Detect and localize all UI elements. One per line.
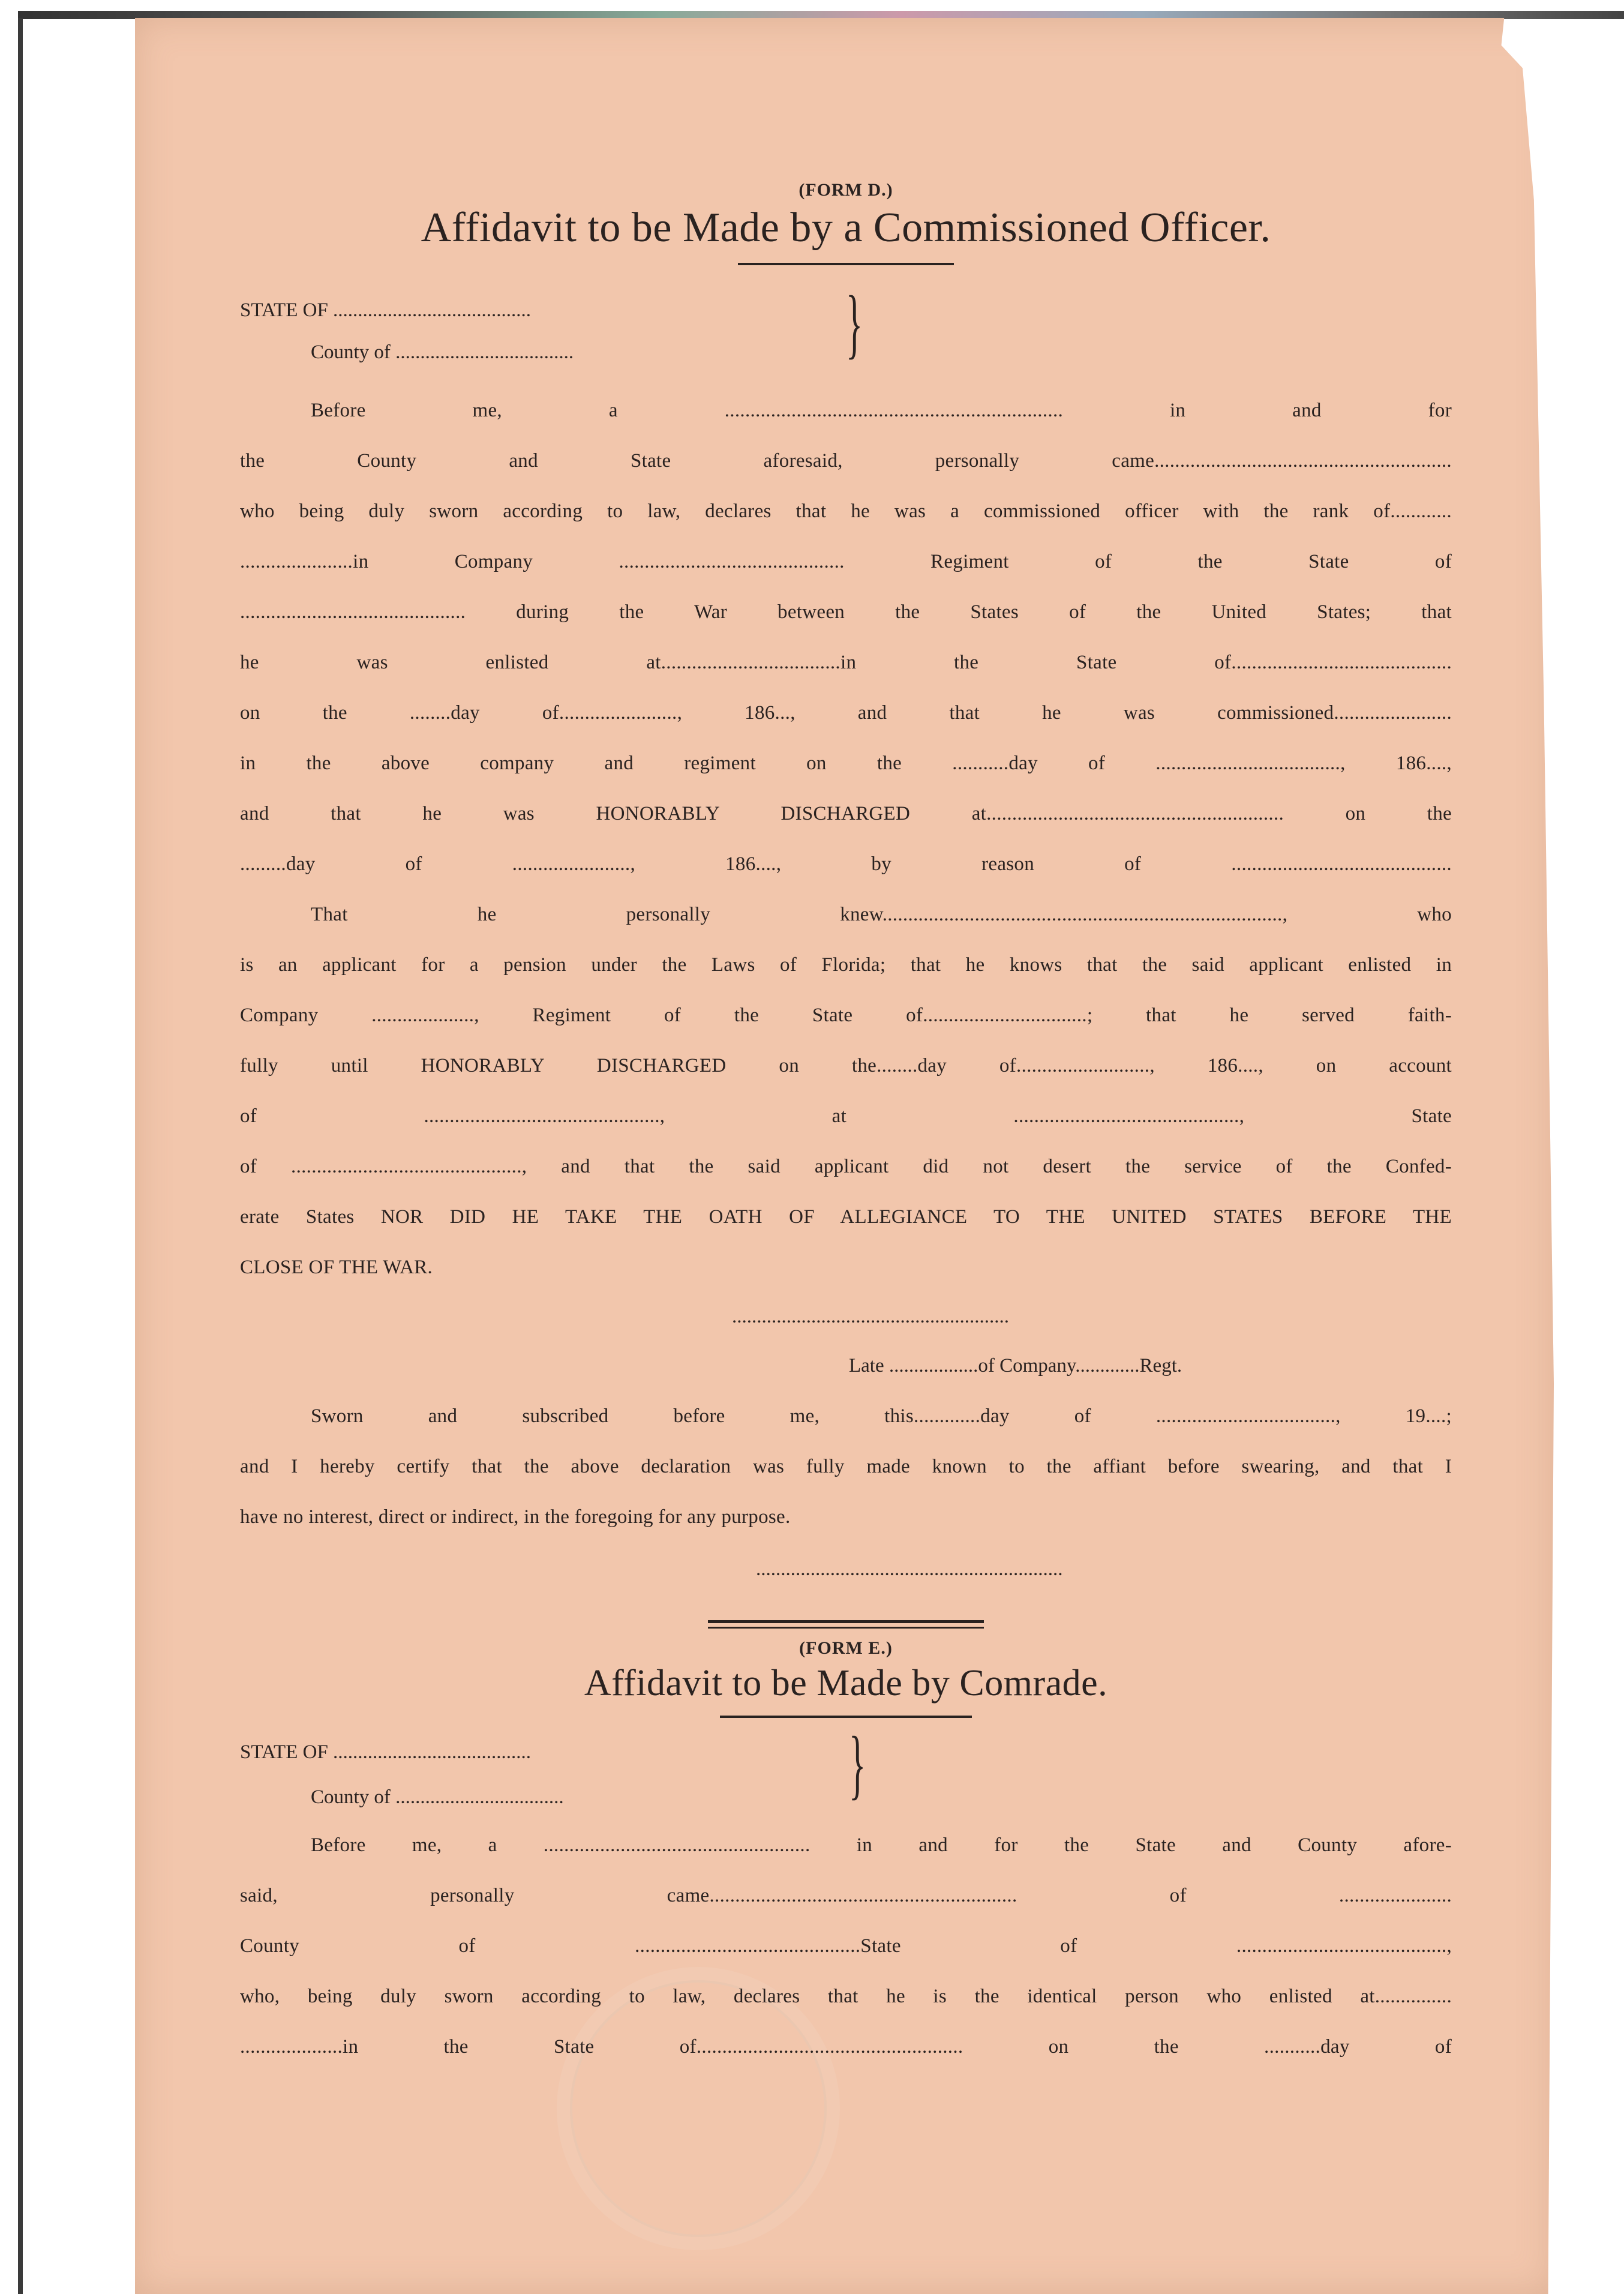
brace-glyph: } — [849, 1721, 866, 1807]
sworn-line[interactable]: Sworn and subscribed before me, this.............day of ..................................., 19....; — [311, 1405, 1452, 1427]
county-of-field[interactable]: County of .................................... — [311, 341, 574, 363]
form-line: is an applicant for a pension under the Laws of Florida; that he knows that the said applicant enlisted in — [240, 954, 1452, 976]
section-double-rule — [708, 1620, 984, 1629]
form-line[interactable]: Before me, a .................................................... in and for the State and County afore- — [311, 1834, 1452, 1856]
form-line: erate States NOR DID HE TAKE THE OATH OF ALLEGIANCE TO THE UNITED STATES BEFORE THE — [240, 1206, 1452, 1228]
form-line[interactable]: on the ........day of......................., 186..., and that he was commissioned....................... — [240, 702, 1452, 724]
state-county-block — [240, 1721, 1452, 1820]
form-e-tag: (FORM E.) — [799, 1638, 893, 1658]
form-line[interactable]: Before me, a .................................................................. in and for — [311, 400, 1452, 421]
late-of-company-line[interactable]: Late ..................of Company.............Regt. — [849, 1355, 1182, 1377]
document-body — [240, 180, 1452, 2072]
form-line[interactable]: the County and State aforesaid, personally came.......................................................... — [240, 450, 1452, 472]
sworn-line: have no interest, direct or indirect, in the foregoing for any purpose. — [240, 1506, 791, 1528]
form-line[interactable]: who being duly sworn according to law, declares that he was a commissioned officer with the rank of............ — [240, 500, 1452, 522]
affiant-signature-line[interactable]: ........................................................ — [732, 1306, 1009, 1327]
form-d-section — [240, 180, 1452, 1596]
form-line[interactable]: of ............................................., and that the said applicant did not desert the service of the Confed- — [240, 1156, 1452, 1177]
form-d-lines — [240, 385, 1452, 1293]
form-line[interactable]: said, personally came............................................................ of ...................... — [240, 1885, 1452, 1906]
officer-signature-line[interactable]: .............................................................. — [756, 1558, 1063, 1580]
form-d-tag: (FORM D.) — [799, 180, 893, 200]
state-of-field[interactable]: STATE OF ........................................ — [240, 1741, 532, 1763]
form-line[interactable]: ............................................ during the War between the States of the United States; that — [240, 601, 1452, 623]
form-line[interactable]: of .............................................., at ............................................, State — [240, 1105, 1452, 1127]
form-d-title: Affidavit to be Made by a Commissioned Officer. — [421, 205, 1271, 251]
sworn-line: and I hereby certify that the above declaration was fully made known to the affiant before swearing, and that I — [240, 1456, 1452, 1477]
form-line: CLOSE OF THE WAR. — [240, 1257, 433, 1278]
brace-glyph: } — [846, 280, 863, 367]
form-line[interactable]: fully until HONORABLY DISCHARGED on the........day of.........................., 186...., on account — [240, 1055, 1452, 1076]
form-line[interactable]: ....................in the State of.................................................... on the ...........day of — [240, 2036, 1452, 2058]
form-line[interactable]: That he personally knew.............................................................................., who — [311, 904, 1452, 925]
title-rule — [738, 263, 954, 265]
form-line[interactable]: Company ...................., Regiment of the State of................................; that he served faith- — [240, 1004, 1452, 1026]
form-e-lines — [240, 1820, 1452, 2072]
form-line[interactable]: and that he was HONORABLY DISCHARGED at.......................................................... on the — [240, 803, 1452, 824]
scan-left-edge — [18, 18, 23, 2294]
form-line[interactable]: he was enlisted at...................................in the State of........................................... — [240, 652, 1452, 673]
state-of-field[interactable]: STATE OF ........................................ — [240, 299, 532, 321]
scan-top-strip — [18, 11, 1624, 19]
title-rule — [720, 1716, 972, 1718]
form-line[interactable]: ......................in Company ............................................ Regiment of the State of — [240, 551, 1452, 572]
state-county-block — [240, 280, 1452, 373]
form-e-section — [240, 1620, 1452, 2072]
form-line[interactable]: .........day of ......................., 186...., by reason of ........................................... — [240, 853, 1452, 875]
form-line[interactable]: who, being duly sworn according to law, declares that he is the identical person who enlisted at............... — [240, 1986, 1452, 2007]
form-line[interactable]: in the above company and regiment on the ...........day of ...................................., 186...., — [240, 752, 1452, 774]
form-e-title: Affidavit to be Made by Comrade. — [584, 1663, 1108, 1704]
form-line[interactable]: County of ............................................State of ........................................., — [240, 1935, 1452, 1957]
county-of-field[interactable]: County of .................................. — [311, 1786, 564, 1808]
